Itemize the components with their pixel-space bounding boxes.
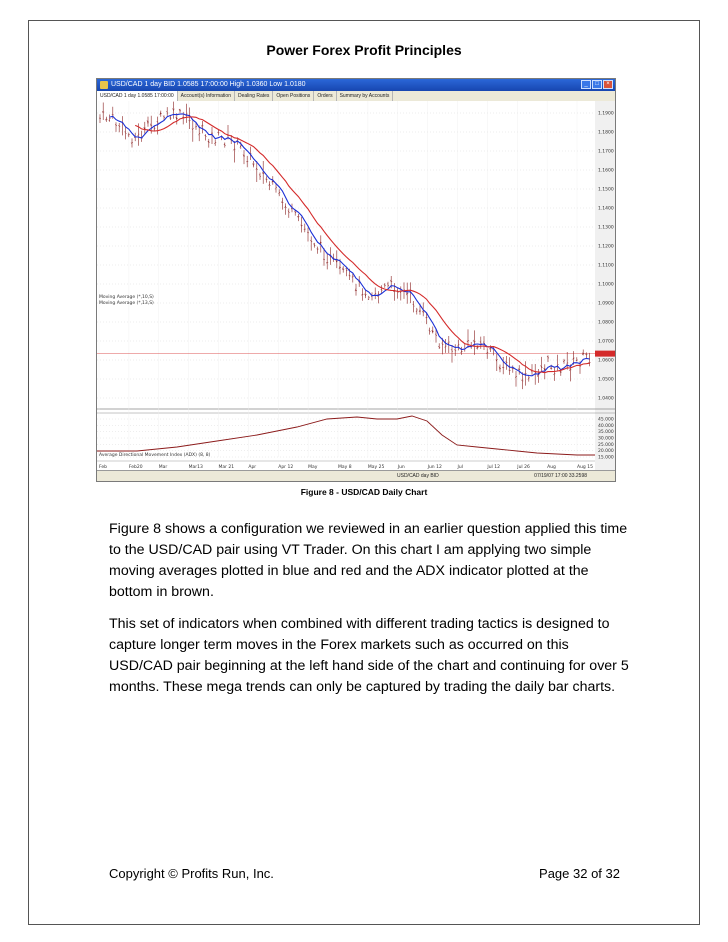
date-tick-label: Apr 12 bbox=[278, 465, 294, 470]
price-tick-label: 1.0600 bbox=[598, 358, 614, 364]
adx-tick-label: 40.000 bbox=[598, 423, 614, 429]
date-tick-label: Mar 21 bbox=[218, 465, 235, 470]
price-tick-label: 1.1900 bbox=[598, 111, 614, 117]
date-tick-label: Apr bbox=[248, 465, 257, 470]
price-tick-label: 1.1300 bbox=[598, 225, 614, 231]
tab-1[interactable]: Account(s) Information bbox=[178, 91, 235, 101]
app-icon bbox=[100, 81, 108, 89]
date-tick-label: Jun bbox=[397, 465, 405, 470]
price-tick-label: 1.1400 bbox=[598, 206, 614, 212]
footer-page-number: Page 32 of 32 bbox=[539, 866, 620, 881]
tab-3[interactable]: Open Positions bbox=[273, 91, 314, 101]
status-symbol[interactable]: USD/CAD day BID bbox=[397, 473, 439, 479]
date-tick-label: Mar bbox=[158, 465, 168, 470]
price-tick-label: 1.0500 bbox=[598, 377, 614, 383]
maximize-icon[interactable]: □ bbox=[592, 80, 602, 89]
price-tick-label: 1.1800 bbox=[598, 130, 614, 136]
price-tick-label: 1.1700 bbox=[598, 149, 614, 155]
date-tick-label: Aug bbox=[547, 465, 556, 470]
date-tick-label: Feb bbox=[99, 465, 107, 470]
status-time: 07/19/07 17:00 33.2598 bbox=[534, 473, 587, 479]
adx-tick-label: 20.000 bbox=[598, 449, 614, 455]
legend-ma-slow: Moving Average (*,13,S) bbox=[99, 300, 154, 306]
window-title-bar[interactable] bbox=[97, 79, 615, 91]
price-tick-label: 1.0900 bbox=[598, 301, 614, 307]
chart-screenshot bbox=[96, 78, 616, 482]
price-chart[interactable] bbox=[97, 101, 615, 473]
window-title-text: USD/CAD 1 day BID 1.0585 17:00:00 High 1.0360 Low 1.0180 bbox=[111, 81, 306, 88]
close-icon[interactable]: × bbox=[603, 80, 613, 89]
current-price-marker bbox=[595, 351, 615, 357]
legend-adx: Average Directional Movement Index (ADX) (8, 8) bbox=[99, 453, 211, 458]
adx-tick-label: 45.000 bbox=[598, 417, 614, 423]
adx-tick-label: 35.000 bbox=[598, 430, 614, 436]
window-controls bbox=[581, 80, 613, 89]
minimize-icon[interactable]: _ bbox=[581, 80, 591, 89]
price-tick-label: 1.0400 bbox=[598, 396, 614, 402]
footer-copyright: Copyright © Profits Run, Inc. bbox=[109, 866, 274, 881]
price-tick-label: 1.1200 bbox=[598, 244, 614, 250]
price-tick-label: 1.0800 bbox=[598, 320, 614, 326]
date-tick-label: Jul 12 bbox=[487, 465, 500, 470]
paragraph-1: Figure 8 shows a configuration we reviewed in an earlier question applied this time to the USD/CAD pair using VT Trader. On this chart I am applying two simple moving averages plotted in blue and red and the ADX indicator plotted at the bottom in brown. bbox=[109, 521, 628, 600]
price-tick-label: 1.1500 bbox=[598, 187, 614, 193]
status-bar bbox=[97, 470, 615, 481]
date-tick-label: Feb20 bbox=[128, 465, 143, 470]
document-title: Power Forex Profit Principles bbox=[266, 42, 462, 58]
price-tick-label: 1.1100 bbox=[598, 263, 614, 269]
adx-tick-label: 25.000 bbox=[598, 442, 614, 448]
tab-4[interactable]: Orders bbox=[314, 91, 336, 101]
date-tick-label: Jul bbox=[457, 465, 463, 470]
date-tick-label: May bbox=[308, 465, 318, 470]
date-tick-label: Jun 12 bbox=[427, 465, 442, 470]
tab-5[interactable]: Summary by Accounts bbox=[337, 91, 394, 101]
tab-2[interactable]: Dealing Rates bbox=[235, 91, 273, 101]
date-tick-label: May 8 bbox=[338, 465, 352, 470]
legend-ma-fast: Moving Average (*,10,S) bbox=[99, 294, 154, 300]
date-tick-label: May 25 bbox=[367, 465, 385, 470]
date-tick-label: Mar13 bbox=[188, 465, 203, 470]
price-tick-label: 1.1600 bbox=[598, 168, 614, 174]
price-tick-label: 1.0700 bbox=[598, 339, 614, 345]
adx-tick-label: 15.000 bbox=[598, 455, 614, 461]
paragraph-2: This set of indicators when combined with different trading tactics is designed to capture longer term moves in the Forex markets such as occurred on this USD/CAD pair beginning at the left hand side of the chart and continuing for over 5 months. These mega trends can only be captured by trading the daily bar charts. bbox=[109, 616, 629, 695]
tab-0[interactable]: USD/CAD 1 day 1.0585 17:00:00 bbox=[97, 91, 178, 101]
price-tick-label: 1.1000 bbox=[598, 282, 614, 288]
date-tick-label: Jul 26 bbox=[517, 465, 530, 470]
figure-caption: Figure 8 - USD/CAD Daily Chart bbox=[300, 487, 428, 497]
date-tick-label: Aug 15 bbox=[577, 465, 593, 470]
adx-tick-label: 30.000 bbox=[598, 436, 614, 442]
